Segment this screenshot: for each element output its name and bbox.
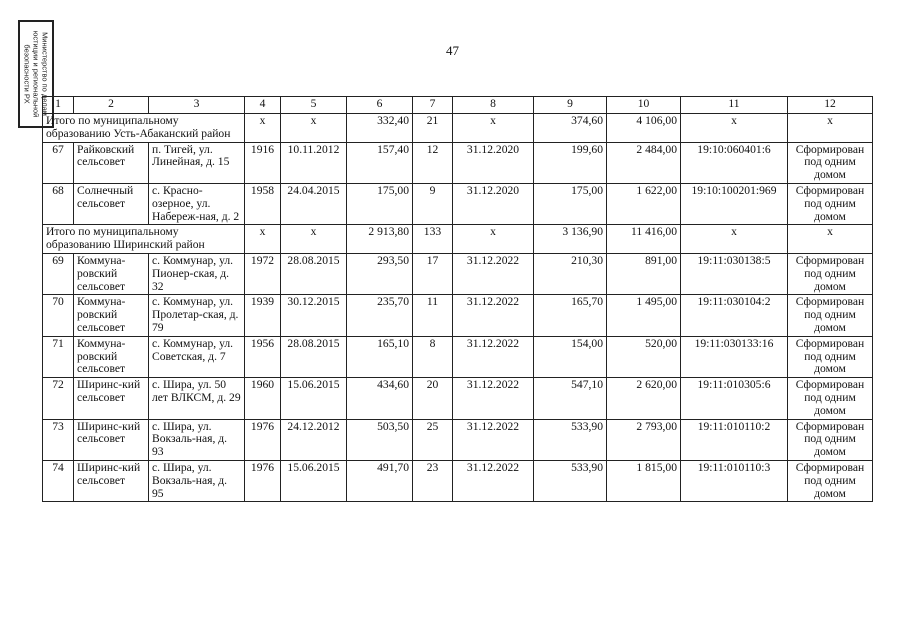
residents-cell: 8 [413, 336, 453, 377]
column-number-cell: 11 [681, 97, 788, 114]
settlement-cell: Коммуна-ровский сельсовет [74, 336, 149, 377]
column-number-cell: 5 [281, 97, 347, 114]
subtotal-row [43, 114, 873, 143]
cadastral-number-cell: 19:11:030133:16 [681, 336, 788, 377]
recognition-date-cell: 24.04.2015 [281, 183, 347, 224]
area-cell: 503,50 [347, 419, 413, 460]
recognition-date-cell: 28.08.2015 [281, 336, 347, 377]
build-year-cell: 1976 [245, 460, 281, 501]
land-note-cell: Сформирован под одним домом [788, 336, 873, 377]
recognition-date-cell: 15.06.2015 [281, 378, 347, 419]
land-note-cell: Сформирован под одним домом [788, 183, 873, 224]
cost-cell: 1 815,00 [607, 460, 681, 501]
address-cell: с. Красно-озерное, ул. Набереж-ная, д. 2 [149, 183, 245, 224]
cost-cell: 520,00 [607, 336, 681, 377]
table-row [43, 295, 873, 336]
cost-cell: 891,00 [607, 253, 681, 294]
cost-cell: 1 495,00 [607, 295, 681, 336]
subtotal-label: Итого по муниципальному образованию Ширинский район [43, 225, 245, 254]
recognition-date-cell: 15.06.2015 [281, 460, 347, 501]
row-number-cell: 73 [43, 419, 74, 460]
land-note-cell: Сформирован под одним домом [788, 460, 873, 501]
subtotal-value: 133 [413, 225, 453, 254]
recognition-date-cell: 24.12.2012 [281, 419, 347, 460]
stamp-line: юстиции и региональной [31, 30, 41, 118]
build-year-cell: 1976 [245, 419, 281, 460]
table-row [43, 183, 873, 224]
column-number-cell: 2 [74, 97, 149, 114]
column-number-cell: 8 [453, 97, 534, 114]
row-number-cell: 70 [43, 295, 74, 336]
row-number-cell: 74 [43, 460, 74, 501]
build-year-cell: 1972 [245, 253, 281, 294]
land-note-cell: Сформирован под одним домом [788, 419, 873, 460]
residents-cell: 12 [413, 142, 453, 183]
land-note-cell: Сформирован под одним домом [788, 253, 873, 294]
table-row [43, 336, 873, 377]
relocation-deadline-cell: 31.12.2022 [453, 378, 534, 419]
subtotal-value: 332,40 [347, 114, 413, 143]
page-number: 47 [446, 43, 459, 58]
cadastral-number-cell: 19:10:100201:969 [681, 183, 788, 224]
stamp-line: Министерство по делам [40, 32, 50, 116]
build-year-cell: 1916 [245, 142, 281, 183]
relocation-area-cell: 533,90 [534, 419, 607, 460]
settlement-cell: Райковский сельсовет [74, 142, 149, 183]
table-row [43, 142, 873, 183]
row-number-cell: 68 [43, 183, 74, 224]
relocation-area-cell: 210,30 [534, 253, 607, 294]
address-cell: п. Тигей, ул. Линейная, д. 15 [149, 142, 245, 183]
recognition-date-cell: 10.11.2012 [281, 142, 347, 183]
subtotal-value: 3 136,90 [534, 225, 607, 254]
relocation-deadline-cell: 31.12.2022 [453, 295, 534, 336]
column-number-cell: 10 [607, 97, 681, 114]
stamp-line: безопасности РХ [22, 44, 32, 104]
cost-cell: 2 484,00 [607, 142, 681, 183]
residents-cell: 20 [413, 378, 453, 419]
row-number-cell: 69 [43, 253, 74, 294]
row-number-cell: 72 [43, 378, 74, 419]
address-cell: с. Коммунар, ул. Советская, д. 7 [149, 336, 245, 377]
settlement-cell: Ширинс-кий сельсовет [74, 378, 149, 419]
relocation-deadline-cell: 31.12.2022 [453, 253, 534, 294]
subtotal-value: х [245, 225, 281, 254]
cadastral-number-cell: 19:11:030138:5 [681, 253, 788, 294]
address-cell: с. Шира, ул. Вокзаль-ная, д. 95 [149, 460, 245, 501]
column-number-cell: 4 [245, 97, 281, 114]
recognition-date-cell: 28.08.2015 [281, 253, 347, 294]
address-cell: с. Шира, ул. Вокзаль-ная, д. 93 [149, 419, 245, 460]
residents-cell: 11 [413, 295, 453, 336]
subtotal-value: х [281, 114, 347, 143]
row-number-cell: 67 [43, 142, 74, 183]
build-year-cell: 1960 [245, 378, 281, 419]
land-note-cell: Сформирован под одним домом [788, 295, 873, 336]
build-year-cell: 1939 [245, 295, 281, 336]
column-number-cell: 3 [149, 97, 245, 114]
column-number-cell: 1 [43, 97, 74, 114]
area-cell: 175,00 [347, 183, 413, 224]
settlement-cell: Коммуна-ровский сельсовет [74, 295, 149, 336]
cadastral-number-cell: 19:11:010110:3 [681, 460, 788, 501]
subtotal-value: 2 913,80 [347, 225, 413, 254]
relocation-deadline-cell: 31.12.2022 [453, 460, 534, 501]
column-number-cell: 12 [788, 97, 873, 114]
cadastral-number-cell: 19:11:030104:2 [681, 295, 788, 336]
cadastral-number-cell: 19:11:010305:6 [681, 378, 788, 419]
relocation-deadline-cell: 31.12.2022 [453, 419, 534, 460]
address-cell: с. Шира, ул. 50 лет ВЛКСМ, д. 29 [149, 378, 245, 419]
table-row [43, 419, 873, 460]
address-cell: с. Коммунар, ул. Пионер-ская, д. 32 [149, 253, 245, 294]
subtotal-row [43, 225, 873, 254]
settlement-cell: Ширинс-кий сельсовет [74, 419, 149, 460]
table-row [43, 460, 873, 501]
relocation-area-cell: 175,00 [534, 183, 607, 224]
cadastral-number-cell: 19:11:010110:2 [681, 419, 788, 460]
subtotal-value: х [453, 114, 534, 143]
settlement-cell: Коммуна-ровский сельсовет [74, 253, 149, 294]
row-number-cell: 71 [43, 336, 74, 377]
cost-cell: 2 793,00 [607, 419, 681, 460]
settlement-cell: Ширинс-кий сельсовет [74, 460, 149, 501]
area-cell: 157,40 [347, 142, 413, 183]
cost-cell: 1 622,00 [607, 183, 681, 224]
column-number-cell: 7 [413, 97, 453, 114]
land-note-cell: Сформирован под одним домом [788, 378, 873, 419]
area-cell: 434,60 [347, 378, 413, 419]
subtotal-value: х [281, 225, 347, 254]
subtotal-value: х [788, 114, 873, 143]
area-cell: 165,10 [347, 336, 413, 377]
area-cell: 293,50 [347, 253, 413, 294]
area-cell: 491,70 [347, 460, 413, 501]
subtotal-value: х [788, 225, 873, 254]
relocation-deadline-cell: 31.12.2020 [453, 183, 534, 224]
relocation-area-cell: 165,70 [534, 295, 607, 336]
address-cell: с. Коммунар, ул. Пролетар-ская, д. 79 [149, 295, 245, 336]
residents-cell: 9 [413, 183, 453, 224]
settlement-cell: Солнечный сельсовет [74, 183, 149, 224]
residents-cell: 23 [413, 460, 453, 501]
subtotal-value: 21 [413, 114, 453, 143]
build-year-cell: 1956 [245, 336, 281, 377]
relocation-deadline-cell: 31.12.2020 [453, 142, 534, 183]
table-row [43, 378, 873, 419]
relocation-area-cell: 199,60 [534, 142, 607, 183]
subtotal-value: х [453, 225, 534, 254]
subtotal-value: 11 416,00 [607, 225, 681, 254]
residents-cell: 17 [413, 253, 453, 294]
housing-register-table [42, 96, 873, 502]
relocation-deadline-cell: 31.12.2022 [453, 336, 534, 377]
land-note-cell: Сформирован под одним домом [788, 142, 873, 183]
relocation-area-cell: 547,10 [534, 378, 607, 419]
subtotal-value: х [681, 225, 788, 254]
cadastral-number-cell: 19:10:060401:6 [681, 142, 788, 183]
column-number-row [43, 97, 873, 114]
subtotal-value: 4 106,00 [607, 114, 681, 143]
residents-cell: 25 [413, 419, 453, 460]
column-number-cell: 6 [347, 97, 413, 114]
table-row [43, 253, 873, 294]
recognition-date-cell: 30.12.2015 [281, 295, 347, 336]
column-number-cell: 9 [534, 97, 607, 114]
subtotal-value: 374,60 [534, 114, 607, 143]
subtotal-value: х [245, 114, 281, 143]
subtotal-value: х [681, 114, 788, 143]
area-cell: 235,70 [347, 295, 413, 336]
relocation-area-cell: 154,00 [534, 336, 607, 377]
cost-cell: 2 620,00 [607, 378, 681, 419]
build-year-cell: 1958 [245, 183, 281, 224]
subtotal-label: Итого по муниципальному образованию Усть-Абаканский район [43, 114, 245, 143]
relocation-area-cell: 533,90 [534, 460, 607, 501]
